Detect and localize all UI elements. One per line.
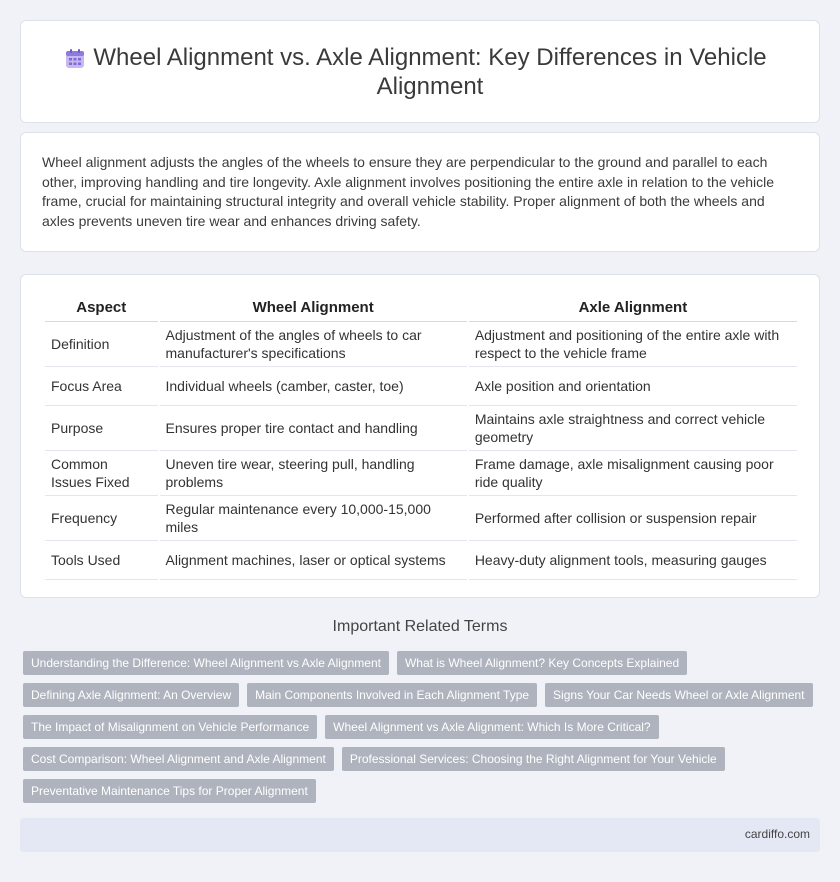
- cell-aspect: Focus Area: [45, 367, 158, 406]
- related-term-tag[interactable]: Wheel Alignment vs Axle Alignment: Which Is More Critical?: [325, 715, 658, 739]
- cell-axle: Frame damage, axle misalignment causing poor ride quality: [469, 451, 797, 496]
- intro-card: [20, 132, 820, 252]
- table-row: [45, 322, 797, 367]
- related-term-tag[interactable]: Professional Services: Choosing the Right Alignment for Your Vehicle: [342, 747, 725, 771]
- cell-axle: Adjustment and positioning of the entire axle with respect to the vehicle frame: [469, 322, 797, 367]
- related-term-tag[interactable]: Understanding the Difference: Wheel Alignment vs Axle Alignment: [23, 651, 389, 675]
- related-term-tag[interactable]: The Impact of Misalignment on Vehicle Performance: [23, 715, 317, 739]
- footer-site-name[interactable]: cardiffo.com: [744, 827, 810, 841]
- footer: [20, 818, 820, 852]
- cell-wheel: Alignment machines, laser or optical systems: [160, 541, 467, 580]
- table-row: [45, 496, 797, 541]
- intro-paragraph: Wheel alignment adjusts the angles of the wheels to ensure they are perpendicular to the ground and parallel to each other, improving handling and tire longevity. Axle alignment involves positioning the entire axle in relation to the vehicle frame, crucial for maintaining structural integrity and overall vehicle stability. Proper alignment of both the wheels and axles prevents uneven tire wear and enhances driving safety.: [42, 154, 775, 229]
- related-term-tag[interactable]: Cost Comparison: Wheel Alignment and Axle Alignment: [23, 747, 334, 771]
- related-term-tag[interactable]: Preventative Maintenance Tips for Proper Alignment: [23, 779, 316, 803]
- cell-axle: Maintains axle straightness and correct vehicle geometry: [469, 406, 797, 451]
- cell-aspect: Tools Used: [45, 541, 158, 580]
- cell-wheel: Ensures proper tire contact and handling: [160, 406, 467, 451]
- related-terms-title: Important Related Terms: [332, 618, 508, 635]
- cell-wheel: Regular maintenance every 10,000-15,000 miles: [160, 496, 467, 541]
- related-term-tag[interactable]: Main Components Involved in Each Alignment Type: [247, 683, 537, 707]
- comparison-table-card: [20, 274, 820, 598]
- cell-axle: Axle position and orientation: [469, 367, 797, 406]
- related-terms-list: [23, 651, 813, 811]
- header-aspect: Aspect: [45, 293, 158, 322]
- table-header-row: [45, 293, 797, 322]
- table-row: [45, 541, 797, 580]
- cell-wheel: Individual wheels (camber, caster, toe): [160, 367, 467, 406]
- related-term-tag[interactable]: What is Wheel Alignment? Key Concepts Explained: [397, 651, 687, 675]
- table-row: [45, 406, 797, 451]
- cell-aspect: Common Issues Fixed: [45, 451, 158, 496]
- header-card: [20, 20, 820, 123]
- cell-axle: Performed after collision or suspension repair: [469, 496, 797, 541]
- cell-wheel: Adjustment of the angles of wheels to car manufacturer's specifications: [160, 322, 467, 367]
- cell-aspect: Definition: [45, 322, 158, 367]
- cell-aspect: Purpose: [45, 406, 158, 451]
- table-row: [45, 367, 797, 406]
- cell-axle: Heavy-duty alignment tools, measuring gauges: [469, 541, 797, 580]
- comparison-table: [43, 293, 799, 580]
- page-title: Wheel Alignment vs. Axle Alignment: Key Differences in Vehicle Alignment: [93, 43, 767, 100]
- cell-aspect: Frequency: [45, 496, 158, 541]
- cell-wheel: Uneven tire wear, steering pull, handling problems: [160, 451, 467, 496]
- table-row: [45, 451, 797, 496]
- related-term-tag[interactable]: Signs Your Car Needs Wheel or Axle Alignment: [545, 683, 812, 707]
- related-term-tag[interactable]: Defining Axle Alignment: An Overview: [23, 683, 239, 707]
- header-axle-alignment: Axle Alignment: [469, 293, 797, 322]
- header-wheel-alignment: Wheel Alignment: [160, 293, 467, 322]
